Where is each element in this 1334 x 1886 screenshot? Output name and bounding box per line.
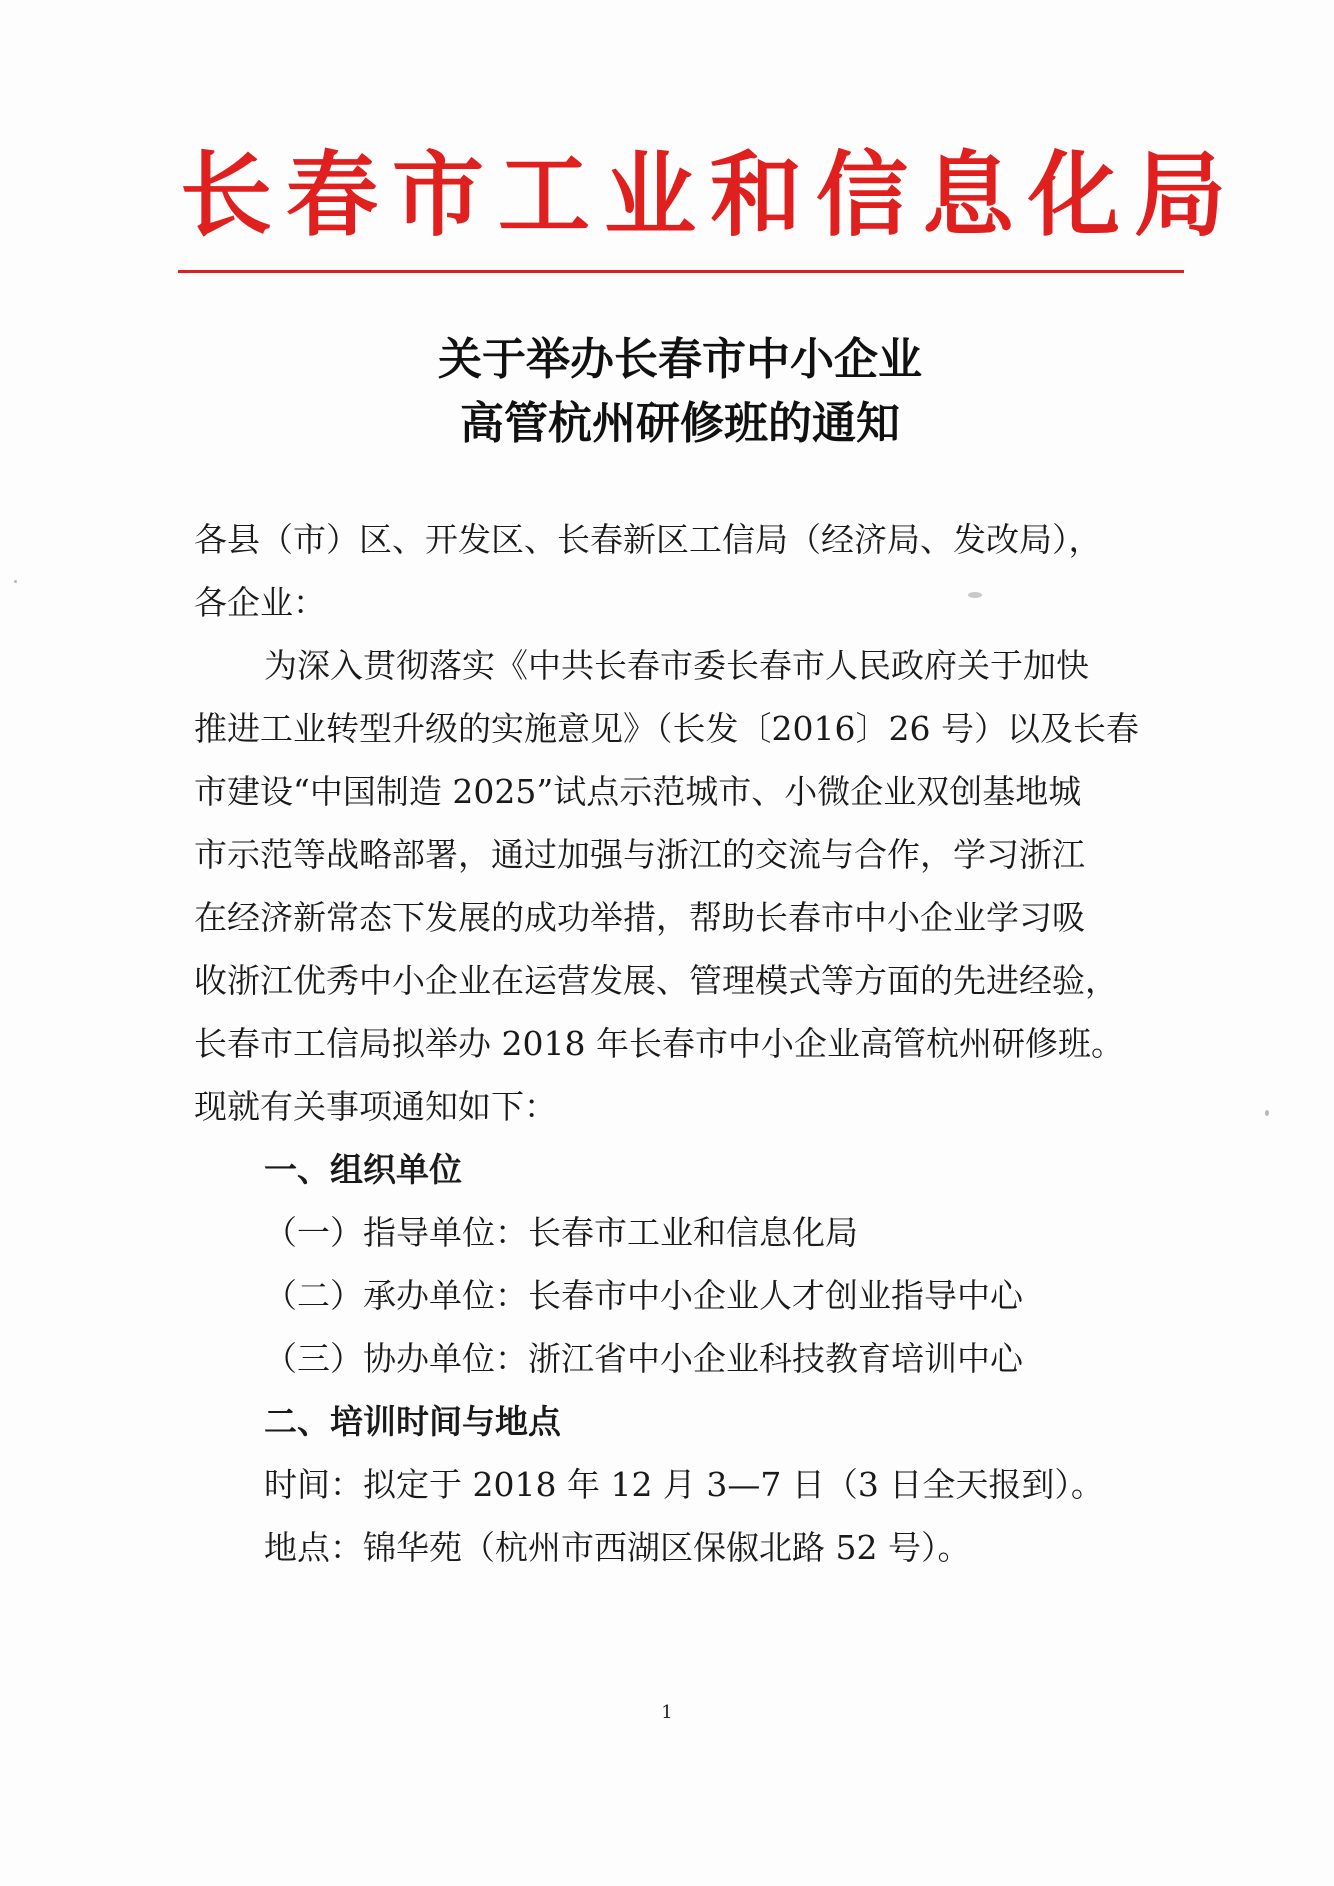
document-body — [194, 508, 1174, 1579]
paragraph-line: 市建设“中国制造 2025”试点示范城市、小微企业双创基地城 — [194, 772, 1082, 811]
section-2-heading: 二、培训时间与地点 — [264, 1402, 561, 1441]
page-number: 1 — [661, 1702, 673, 1723]
scan-speck — [968, 592, 982, 598]
paragraph-line: 为深入贯彻落实《中共长春市委长春市人民政府关于加快 — [264, 646, 1089, 685]
document-title — [160, 328, 1200, 456]
section-1-heading: 一、组织单位 — [264, 1150, 462, 1189]
salutation-line-1: 各县（市）区、开发区、长春新区工信局（经济局、发改局）， — [194, 520, 1102, 559]
paragraph-line: 市示范等战略部署，通过加强与浙江的交流与合作，学习浙江 — [194, 835, 1085, 874]
section-1-item: （一）指导单位：长春市工业和信息化局 — [264, 1213, 858, 1252]
training-place: 地点：锦华苑（杭州市西湖区保俶北路 52 号）。 — [264, 1528, 971, 1567]
scan-speck — [14, 580, 17, 583]
salutation-line-2: 各企业： — [194, 583, 326, 622]
title-line-1: 关于举办长春市中小企业 — [438, 334, 922, 385]
title-line-2: 高管杭州研修班的通知 — [460, 398, 900, 449]
paragraph-line: 现就有关事项通知如下： — [194, 1087, 557, 1126]
section-1-item: （三）协办单位：浙江省中小企业科技教育培训中心 — [264, 1339, 1023, 1378]
paragraph-line: 在经济新常态下发展的成功举措，帮助长春市中小企业学习吸 — [194, 898, 1085, 937]
scan-speck — [1265, 1110, 1269, 1116]
paragraph-line: 推进工业转型升级的实施意见》（长发〔2016〕26 号）以及长春 — [194, 709, 1139, 748]
paragraph-line: 长春市工信局拟举办 2018 年长春市中小企业高管杭州研修班。 — [194, 1024, 1124, 1063]
section-1-item: （二）承办单位：长春市中小企业人才创业指导中心 — [264, 1276, 1023, 1315]
training-time: 时间：拟定于 2018 年 12 月 3—7 日（3 日全天报到）。 — [264, 1465, 1104, 1504]
header-red-rule — [178, 270, 1184, 273]
paragraph-line: 收浙江优秀中小企业在运营发展、管理模式等方面的先进经验， — [194, 961, 1118, 1000]
organization-header: 长春市工业和信息化局 — [180, 141, 1241, 249]
